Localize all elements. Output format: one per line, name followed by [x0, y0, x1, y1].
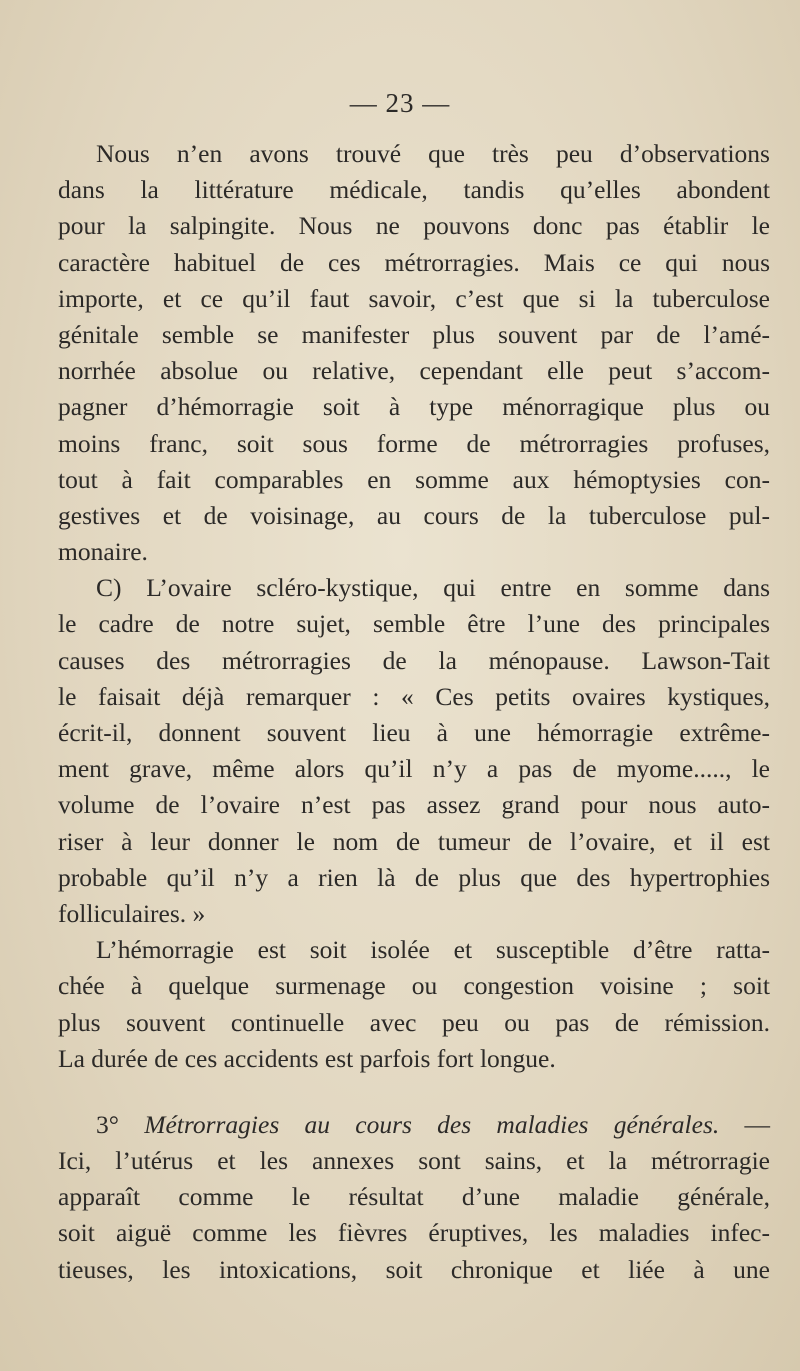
text-line: probable qu’il n’y a rien là de plus que des hypertrophies — [58, 862, 770, 892]
text-line: volume de l’ovaire n’est pas assez grand pour nous auto- — [58, 790, 770, 820]
text-line: pagner d’hémorragie soit à type ménorragique plus ou — [58, 392, 770, 422]
text-line: importe, et ce qu’il faut savoir, c’est que si la tuberculose — [58, 283, 770, 313]
text-line: pour la salpingite. Nous ne pouvons donc pas établir le — [58, 211, 770, 241]
text-line: plus souvent continuelle avec peu ou pas de rémission. — [58, 1007, 770, 1037]
text-line: Nous n’en avons trouvé que très peu d’observations — [96, 139, 770, 168]
text-line: gestives et de voisinage, au cours de la tuberculose pul- — [58, 500, 770, 530]
text-line: C) L’ovaire scléro-kystique, qui entre en somme dans — [96, 573, 770, 603]
paragraph-hemorragie — [58, 932, 770, 1077]
text-line: monaire. — [58, 537, 148, 567]
text-line: norrhée absolue ou relative, cependant elle peut s’accom- — [58, 356, 770, 386]
text-line: tieuses, les intoxications, soit chronique et liée à une — [58, 1254, 770, 1284]
text-line: écrit-il, donnent souvent lieu à une hémorragie extrême- — [58, 718, 770, 747]
paragraph-ovaire — [58, 570, 770, 932]
paragraph-tuberculose — [58, 136, 770, 570]
section-heading-line — [58, 1107, 770, 1143]
text-line: moins franc, soit sous forme de métrorragies profuses, — [58, 428, 770, 458]
text-line: riser à leur donner le nom de tumeur de l’ovaire, et il est — [58, 826, 770, 856]
section-dash: — — [719, 1109, 770, 1139]
text-line: apparaît comme le résultat d’une maladie générale, — [58, 1182, 770, 1212]
text-line: génitale semble se manifester plus souvent par de l’amé- — [58, 319, 770, 349]
text-line: La durée de ces accidents est parfois fort longue. — [58, 1043, 556, 1073]
text-line: L’hémorragie est soit isolée et susceptible d’être ratta- — [96, 935, 770, 965]
text-line: dans la littérature médicale, tandis qu’elles abondent — [58, 175, 770, 205]
text-line: Ici, l’utérus et les annexes sont sains, et la métrorragie — [58, 1146, 770, 1176]
section-3 — [58, 1107, 770, 1288]
text-line: causes des métrorragies de la ménopause. Lawson-Tait — [58, 645, 770, 675]
text-line: tout à fait comparables en somme aux hémoptysies con- — [58, 464, 770, 494]
text-line: folliculaires. » — [58, 898, 206, 928]
body-text — [58, 136, 770, 1288]
text-line: soit aiguë comme les fièvres éruptives, les maladies infec- — [58, 1218, 770, 1248]
text-line: caractère habituel de ces métrorragies. Mais ce qui nous — [58, 247, 770, 277]
section-title: Métrorragies au cours des maladies générales. — [144, 1109, 720, 1139]
text-line: le faisait déjà remarquer : « Ces petits ovaires kystiques, — [58, 681, 770, 711]
section-gap — [58, 1077, 770, 1107]
page-number: — 23 — — [349, 88, 451, 118]
text-line: le cadre de notre sujet, semble être l’une des principales — [58, 609, 770, 639]
text-line: chée à quelque surmenage ou congestion voisine ; soit — [58, 971, 770, 1001]
section-number: 3° — [96, 1109, 119, 1139]
text-line: ment grave, même alors qu’il n’y a pas de myome....., le — [58, 754, 770, 784]
